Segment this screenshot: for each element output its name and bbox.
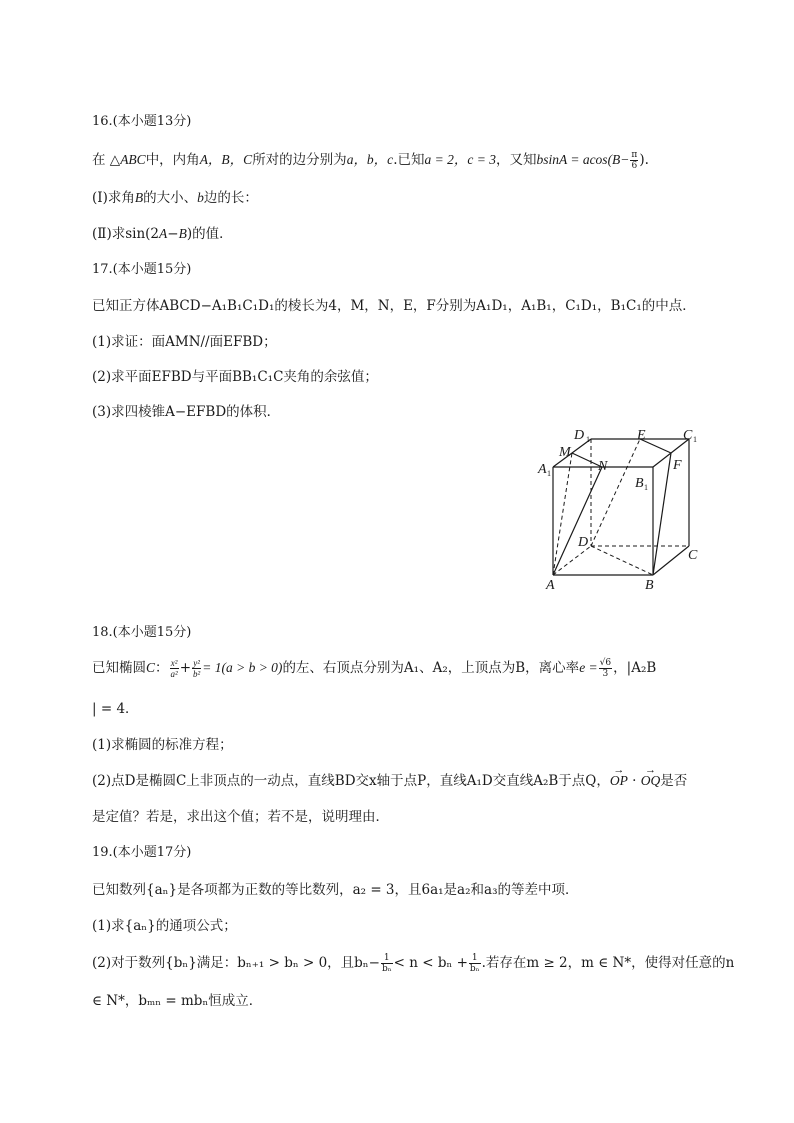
q18-frac-y-num: y² [193,658,200,668]
q19-heading: 19.(本小题17分) [92,845,192,860]
q19-frac-2-num: 1 [469,953,481,964]
q18-plus: + [179,660,192,676]
q16-stem-l: ). [639,152,649,168]
q16-part2 [92,225,233,243]
q19-p2-b: < n < bₙ + [393,955,468,971]
label-b: B [645,578,654,593]
q18-part1: (1)求椭圆的标准方程； [92,737,233,753]
label-d1: D [574,428,585,443]
q16-stem-b: ABC [120,152,146,167]
q19-p2-a: (2)对于数列{bₙ}满足：bₙ₊₁ > bₙ > 0，且bₙ− [92,955,380,971]
edge-b-c [653,546,689,575]
q18-frac-y-den: b² [193,669,201,679]
q18-stem-g: ，|A₂B [613,660,657,676]
q18-stem-d: = 1(a > b > 0) [202,660,283,675]
q16-p2-c: − [167,226,179,242]
q16-p1-d: b [197,190,204,205]
label-a: A [546,578,555,593]
label-b1: B [635,476,644,491]
q18-frac-x-num: x² [170,658,178,668]
q16-p1-e: 边的长： [203,190,258,206]
segment-b-f [653,453,671,575]
q16-p2-a: (Ⅱ)求sin(2 [92,226,160,242]
label-f: F [673,458,682,473]
q16-stem-i: ，又知 [495,152,537,168]
q18-vector-op: → OP [610,772,628,790]
label-b1-sub: 1 [644,483,648,492]
q17-part3: (3)求四棱锥A−EFBD的体积． [92,404,281,420]
q16-p1-a: (Ⅰ)求角 [92,190,135,206]
q16-stem-h: a = 2，c = 3 [424,152,496,167]
q18-stem [92,658,656,679]
q18-stem-b: C [146,660,156,675]
q19-frac-2 [469,953,481,974]
q19-frac-1-num: 1 [381,953,393,964]
q19-part1: (1)求{aₙ}的通项公式； [92,918,237,934]
q16-p1-b: B [134,190,144,205]
q16-p2-b: A [159,226,168,241]
q16-p2-d: B [178,226,187,241]
segment-a-n [553,467,602,575]
label-e: E [637,428,646,443]
q16-stem-j: bsinA = acos(B− [536,152,630,167]
label-c1-sub: 1 [693,435,697,444]
q18-stem-a: 已知椭圆 [92,660,146,676]
q16-stem [92,150,649,171]
hidden-segment-d-b [591,546,653,575]
q18-vector-oq: → OQ [641,772,661,790]
q16-stem-c: 中，内角 [145,152,200,168]
q18-frac-x [170,658,179,679]
q18-part2 [92,772,687,790]
q19-frac-1-den: bₙ [381,964,392,974]
hidden-edge-a-d [553,546,591,575]
q18-frac-y [192,658,201,679]
q16-pi-over-6 [630,150,638,171]
hidden-segment-a-m [553,453,572,575]
q17-stem: 已知正方体ABCD−A₁B₁C₁D₁的棱长为4，M，N，E，F分别为A₁D₁，A₁B₁，C₁D₁，B₁C₁的中点． [92,298,696,314]
q18-part2-cont: 是定值？若是，求出这个值；若不是，说明理由． [92,809,389,825]
q16-frac-den: 6 [631,161,638,171]
q18-frac-e-num: √6 [599,658,612,668]
q18-heading: 18.(本小题15分) [92,625,192,640]
q16-stem-g: .已知 [393,152,425,168]
q16-stem-e: 所对的边分别为 [252,152,347,168]
q19-part2 [92,953,734,974]
label-d: D [578,535,589,550]
q18-stem-f: e = [579,660,598,675]
q18-frac-x-den: a² [170,669,178,679]
q18-frac-e-den: 3 [602,669,609,679]
q19-frac-1 [381,953,393,974]
label-m: M [559,445,571,460]
q19-frac-2-den: bₙ [469,964,480,974]
q16-heading: 16.(本小题13分) [92,114,192,129]
q18-stem-cont: | = 4． [92,701,139,717]
q18-p2-b: 是否 [660,773,688,789]
q18-p2-dot: · [627,773,641,789]
q18-p2-a: (2)点D是椭圆C上非顶点的一动点，直线BD交x轴于点P，直线A₁D交直线A₂B于点Q， [92,773,610,789]
label-a1-sub: 1 [547,469,551,478]
label-c: C [688,548,698,563]
q19-part2-cont: ∈ N*，bₘₙ = mbₙ恒成立． [92,993,263,1009]
q19-p2-c: .若存在m ≥ 2，m ∈ N*，使得对任意的n [481,955,735,971]
q16-p2-e: )的值． [186,226,233,242]
q18-stem-e: 的左、右顶点分别为A₁、A₂，上顶点为B，离心率 [282,660,580,676]
q16-stem-a: 在 △ [92,152,121,168]
q16-part1 [92,189,258,207]
q17-part1: (1)求证：面AMN//面EFBD； [92,334,277,350]
q16-frac-num: π [631,150,638,160]
label-n: N [598,459,608,474]
cube-figure [530,422,708,594]
q17-part2: (2)求平面EFBD与平面BB₁C₁C夹角的余弦值； [92,369,378,385]
q16-p1-c: 的大小、 [143,190,198,206]
q18-stem-c: ： [155,660,169,676]
q18-frac-e [599,658,612,679]
q16-stem-f: a，b，c [346,152,394,167]
label-a1: A [538,462,547,477]
label-c1: C [683,428,693,443]
q19-stem: 已知数列{aₙ}是各项都为正数的等比数列，a₂ = 3，且6a₁是a₂和a₃的等差中项． [92,882,579,898]
q17-heading: 17.(本小题15分) [92,262,192,277]
hidden-segment-d-e [591,439,640,546]
label-d1-sub: 1 [586,435,590,444]
q16-stem-d: A，B，C [199,152,253,167]
